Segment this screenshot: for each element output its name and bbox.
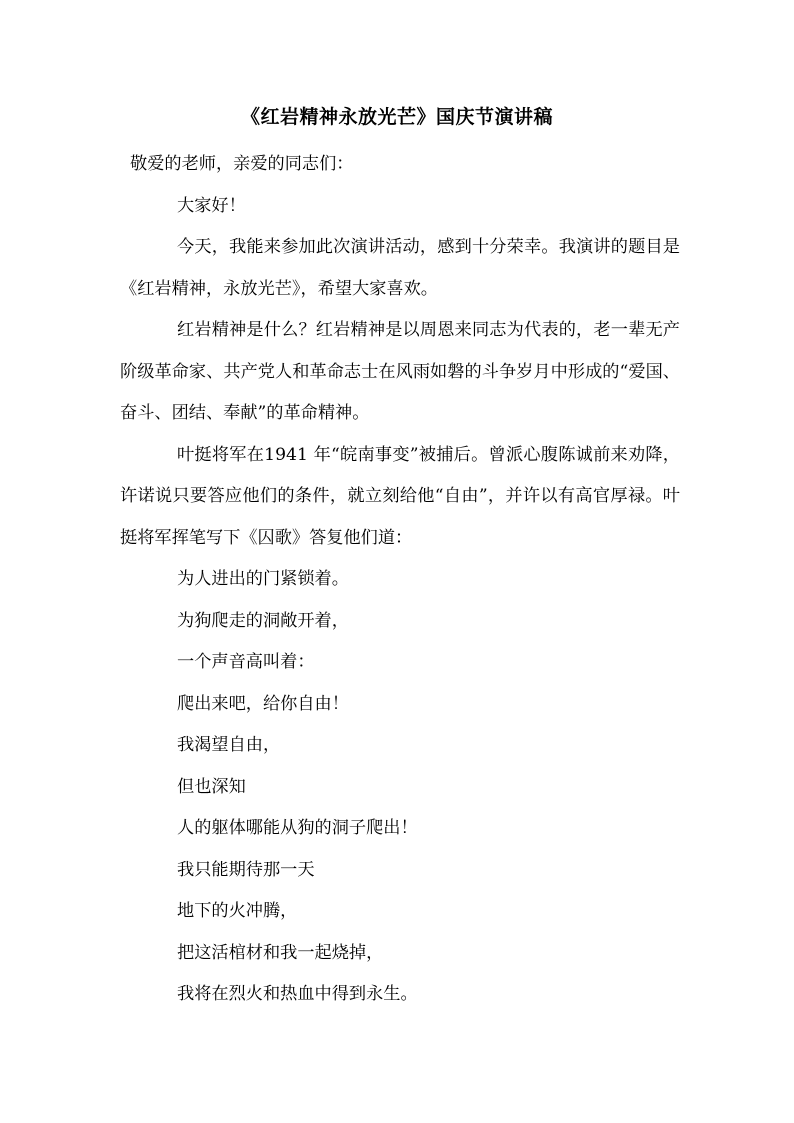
- poem-line: 地下的火冲腾，: [177, 901, 298, 921]
- paragraph-definition: 红岩精神是什么？红岩精神是以周恩来同志为代表的，老一辈无产阶级革命家、共产党人和革命志士在风雨如磐的斗争岁月中形成的“爱国、奋斗、团结、奉献”的革命精神。: [120, 320, 680, 423]
- document-title: 《红岩精神永放光芒》国庆节演讲稿: [240, 106, 553, 128]
- poem-line: 一个声音高叫着：: [177, 652, 315, 672]
- poem-line: 我将在烈火和热血中得到永生。: [177, 984, 418, 1004]
- salutation: 敬爱的老师，亲爱的同志们：: [130, 154, 354, 174]
- poem-line: 把这活棺材和我一起烧掉，: [177, 942, 384, 963]
- poem-line: 为人进出的门紧锁着。: [177, 569, 349, 589]
- paragraph-ye-ting: 叶挺将军在1941 年“皖南事变”被捕后。曾派心腹陈诚前来劝降，许诺说只要答应他们的条件，就立刻给他“自由”，并许以有高官厚禄。叶挺将军挥笔写下《囚歌》答复他们道：: [120, 444, 680, 548]
- poem-line: 爬出来吧，给你自由！: [177, 693, 349, 714]
- poem-line: 我渴望自由，: [177, 735, 281, 755]
- paragraph-intro: 今天，我能来参加此次演讲活动，感到十分荣幸。我演讲的题目是《红岩精神，永放光芒》，希望大家喜欢。: [120, 237, 680, 299]
- paragraph-greeting: 大家好！: [177, 195, 246, 216]
- poem-line: 我只能期待那一天: [177, 859, 315, 880]
- document-body: [120, 144, 680, 1016]
- poem-line: 人的躯体哪能从狗的洞子爬出！: [177, 818, 418, 838]
- poem-line: 但也深知: [177, 776, 246, 797]
- poem-line: 为狗爬走的洞敞开着，: [177, 610, 349, 631]
- poem: [120, 559, 680, 1016]
